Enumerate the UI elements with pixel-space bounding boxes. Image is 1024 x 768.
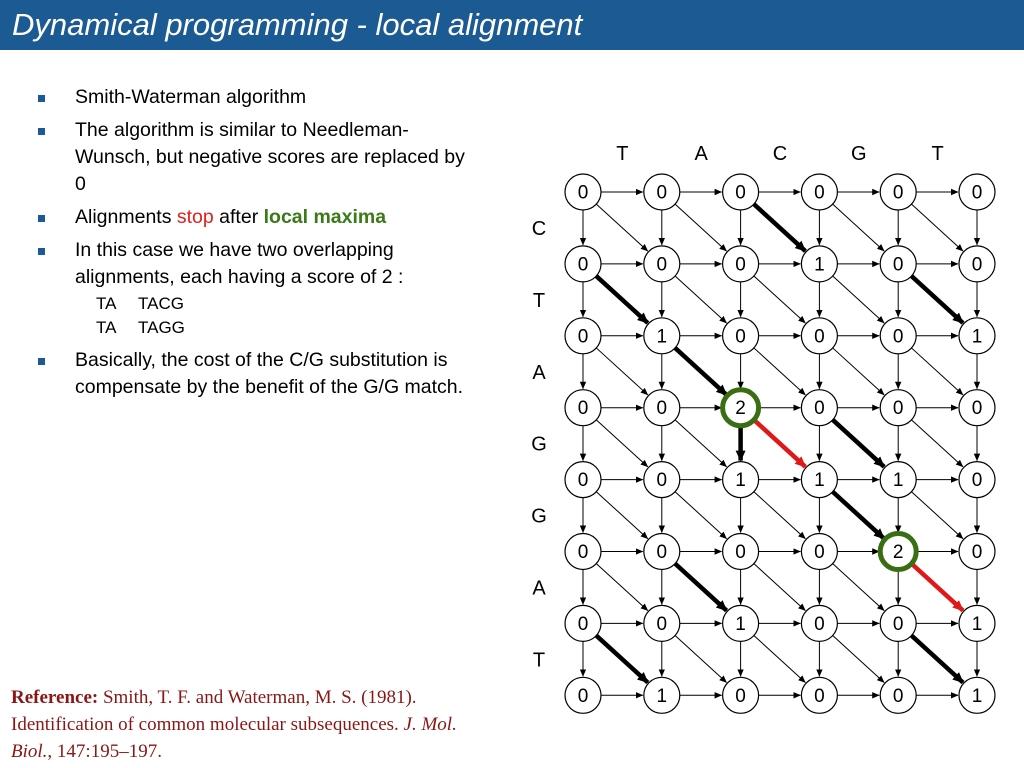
cell-value: 0 <box>814 542 825 563</box>
cell-value: 0 <box>735 326 746 348</box>
diagonal-arrow <box>675 492 726 539</box>
diagonal-arrow <box>833 276 884 323</box>
alignment-2-seq-b: TAGG <box>138 318 185 337</box>
traceback-arrow <box>596 276 647 323</box>
reference-label: Reference: <box>11 687 99 708</box>
diagonal-arrow <box>596 564 647 611</box>
reference-journal: J. Mol. Biol. <box>11 714 457 762</box>
cell-value: 0 <box>577 254 589 276</box>
cell-value: 0 <box>971 182 983 204</box>
traceback-arrow <box>754 204 805 251</box>
cell-value: 0 <box>971 542 983 563</box>
cell-value: 0 <box>735 542 746 563</box>
cell-value: 1 <box>735 613 746 635</box>
alignment-1-seq-b: TACG <box>138 294 184 313</box>
column-header: T <box>616 143 629 165</box>
row-header: C <box>531 217 547 240</box>
column-header: G <box>851 143 867 165</box>
bullet-text: Basically, the cost of the C/G substitution is compensate by the benefit of the G/G match. <box>75 349 464 398</box>
cell-value: 1 <box>892 470 904 492</box>
cell-value: 0 <box>656 613 668 635</box>
diagonal-arrow <box>596 348 647 395</box>
column-header: T <box>931 143 944 165</box>
traceback-arrow <box>596 636 647 683</box>
cell-value: 1 <box>814 470 825 492</box>
cell-value: 0 <box>892 254 904 276</box>
cell-value: 2 <box>892 542 904 563</box>
cell-value: 0 <box>735 254 746 276</box>
traceback-arrow <box>833 492 884 539</box>
cell-value: 0 <box>814 398 825 420</box>
cell-value: 0 <box>735 685 746 707</box>
cell-value: 0 <box>656 182 668 204</box>
stop-arrow <box>754 420 805 467</box>
cell-value: 0 <box>577 470 589 492</box>
traceback-arrow <box>833 420 884 467</box>
row-header: G <box>531 433 547 456</box>
alignment-1-seq-a: TA <box>96 294 117 313</box>
diagonal-arrow <box>754 492 805 539</box>
cell-value: 0 <box>656 470 668 492</box>
column-header: A <box>694 143 708 165</box>
page-title: Dynamical programming - local alignment <box>12 7 583 42</box>
cell-value: 0 <box>814 685 825 707</box>
cell-value: 0 <box>814 182 825 204</box>
traceback-arrow <box>675 564 726 611</box>
diagonal-arrow <box>596 204 647 251</box>
traceback-arrow <box>675 348 726 395</box>
cell-value: 0 <box>971 254 983 276</box>
diagonal-arrow <box>833 564 884 611</box>
row-header: T <box>532 649 546 672</box>
cell-value: 0 <box>577 685 589 707</box>
reference-pages: , 147:195–197. <box>47 741 162 762</box>
cell-value: 0 <box>892 613 904 635</box>
cell-value: 0 <box>814 326 825 348</box>
diagonal-arrow <box>596 492 647 539</box>
diagonal-arrow <box>675 204 726 251</box>
diagonal-arrow <box>833 204 884 251</box>
diagonal-arrow <box>911 420 962 467</box>
cell-value: 0 <box>656 398 668 420</box>
cell-value: 0 <box>971 398 983 420</box>
diagonal-arrow <box>675 636 726 683</box>
cell-value: 0 <box>577 398 589 420</box>
bullet-text-pre: Alignments <box>75 206 177 228</box>
diagonal-arrow <box>911 204 962 251</box>
cell-value: 0 <box>577 613 589 635</box>
cell-value: 0 <box>577 542 589 563</box>
row-header: A <box>532 361 546 384</box>
diagonal-arrow <box>911 492 962 539</box>
cell-value: 1 <box>814 254 825 276</box>
diagonal-arrow <box>754 348 805 395</box>
row-header: G <box>531 505 547 528</box>
cell-value: 1 <box>656 326 668 348</box>
traceback-arrow <box>911 636 962 683</box>
bullet-text: In this case we have two overlapping alignments, each having a score of 2 : <box>75 239 404 288</box>
diagonal-arrow <box>754 636 805 683</box>
cell-value: 0 <box>971 470 983 492</box>
cell-value: 1 <box>735 470 746 492</box>
bullet-text: Smith-Waterman algorithm <box>75 86 307 108</box>
diagonal-arrow <box>833 348 884 395</box>
bullet-text-mid: after <box>213 206 264 228</box>
diagonal-arrow <box>754 276 805 323</box>
diagonal-arrow <box>596 420 647 467</box>
bullet-text: The algorithm is similar to Needleman-Wunsch, but negative scores are replaced by 0 <box>75 119 465 195</box>
diagonal-arrow <box>833 636 884 683</box>
stop-arrow <box>911 564 962 611</box>
row-header: A <box>532 577 546 600</box>
column-header: C <box>772 143 788 165</box>
diagonal-arrow <box>675 276 726 323</box>
alignment-2-seq-a: TA <box>96 318 117 337</box>
stop-word: stop <box>176 206 214 228</box>
diagonal-arrow <box>911 348 962 395</box>
cell-value: 1 <box>971 326 983 348</box>
diagonal-arrow <box>675 420 726 467</box>
cell-value: 0 <box>656 254 668 276</box>
cell-value: 1 <box>656 685 668 707</box>
diagonal-arrow <box>754 564 805 611</box>
reference-text: Smith, T. F. and Waterman, M. S. (1981). Identification of common molecular subsequences. <box>11 687 417 735</box>
cell-value: 1 <box>971 613 983 635</box>
cell-value: 0 <box>892 182 904 204</box>
cell-value: 0 <box>814 613 825 635</box>
local-maxima-word: local maxima <box>263 206 387 228</box>
row-header: T <box>532 289 546 312</box>
cell-value: 0 <box>656 542 668 563</box>
cell-value: 0 <box>577 326 589 348</box>
cell-value: 0 <box>892 398 904 420</box>
cell-value: 0 <box>892 685 904 707</box>
cell-value: 1 <box>971 685 983 707</box>
cell-value: 0 <box>892 326 904 348</box>
cell-value: 0 <box>735 182 746 204</box>
cell-value: 0 <box>577 182 589 204</box>
cell-value: 2 <box>735 398 746 420</box>
traceback-arrow <box>911 276 962 323</box>
